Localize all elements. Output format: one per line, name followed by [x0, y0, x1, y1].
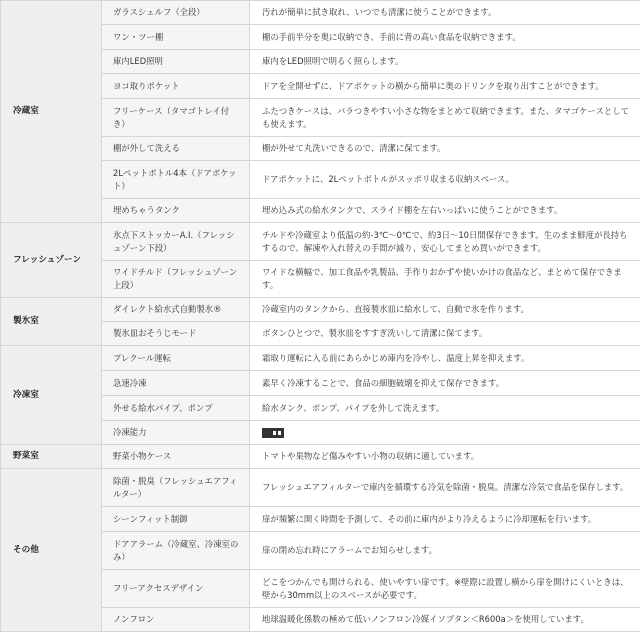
feature-name: 急速冷凍	[102, 371, 250, 396]
freezing-capacity-star-icon	[262, 428, 284, 438]
feature-name: ヨコ取りポケット	[102, 74, 250, 99]
feature-description: フレッシュエアフィルターで庫内を循環する冷気を除菌・脱臭。清潔な冷気で食品を保存します。	[250, 469, 640, 507]
table-row	[1, 346, 640, 371]
category-label: 製氷室	[1, 298, 102, 346]
table-row	[1, 298, 640, 322]
feature-name: フリーアクセスデザイン	[102, 570, 250, 608]
feature-description: 埋め込み式の給水タンクで、スライド棚を左右いっぱいに使うことができます。	[250, 199, 640, 223]
feature-name: プレクール運転	[102, 346, 250, 371]
feature-description: 霜取り運転に入る前にあらかじめ庫内を冷やし、温度上昇を抑えます。	[250, 346, 640, 371]
feature-description: ボタンひとつで、製氷皿をすすぎ洗いして清潔に保てます。	[250, 322, 640, 346]
table-row	[1, 1, 640, 25]
feature-description: 棚の手前半分を奥に収納でき、手前に背の高い食品を収納できます。	[250, 25, 640, 50]
feature-description: ドアポケットに、2Lペットボトルがスッポリ収まる収納スペース。	[250, 161, 640, 199]
table-row	[1, 445, 640, 469]
feature-name: ドアアラーム（冷蔵室、冷凍室のみ）	[102, 532, 250, 570]
feature-name-link[interactable]: 氷点下ストッカーA.I.（フレッシュゾーン下段）	[102, 223, 250, 261]
feature-name-link[interactable]: 冷凍能力	[102, 421, 250, 445]
feature-name: 埋めちゃうタンク	[102, 199, 250, 223]
feature-name: 棚が外して洗える	[102, 137, 250, 161]
feature-description: 棚が外せて丸洗いできるので、清潔に保てます。	[250, 137, 640, 161]
feature-description: 地球温暖化係数の極めて低いノンフロン冷媒イソブタン＜R600a＞を使用しています。	[250, 608, 640, 632]
feature-description: ふたつきケースは、バラつきやすい小さな物をまとめて収納できます。また、タマゴケースとしても使えます。	[250, 99, 640, 137]
feature-description: 庫内をLED照明で明るく照らします。	[250, 50, 640, 74]
category-label: 冷蔵室	[1, 1, 102, 223]
feature-description	[250, 421, 640, 445]
feature-name: ダイレクト給水式自動製氷®	[102, 298, 250, 322]
feature-name: フリーケース（タマゴトレイ付き）	[102, 99, 250, 137]
feature-name: 製氷皿おそうじモード	[102, 322, 250, 346]
feature-description: 汚れが簡単に拭き取れ、いつでも清潔に使うことができます。	[250, 1, 640, 25]
feature-description: チルドや冷蔵室より低温の約-3℃～0℃で、約3日～10日間保存できます。生のまま鮮度が長持ちするので、解凍や入れ替えの手間が減り、安心してまとめ買いができます。	[250, 223, 640, 261]
feature-name: ガラスシェルフ（全段）	[102, 1, 250, 25]
table-row	[1, 223, 640, 261]
category-label: 冷凍室	[1, 346, 102, 445]
feature-description: どこをつかんでも開けられる、使いやすい扉です。※壁際に設置し横から扉を開けにくいときは、壁から30mm以上のスペースが必要です。	[250, 570, 640, 608]
category-label: フレッシュゾーン	[1, 223, 102, 298]
feature-description: ドアを全開せずに、ドアポケットの横から簡単に奥のドリンクを取り出すことができます。	[250, 74, 640, 99]
feature-name: 除菌・脱臭（フレッシュエアフィルター）	[102, 469, 250, 507]
feature-description: 給水タンク、ポンプ、パイプを外して洗えます。	[250, 396, 640, 421]
feature-name: 2Lペットボトル4本（ドアポケット）	[102, 161, 250, 199]
feature-name: ノンフロン	[102, 608, 250, 632]
feature-description: 扉が頻繁に開く時間を予測して、その前に庫内がより冷えるように冷却運転を行います。	[250, 507, 640, 532]
feature-name: シーンフィット制御	[102, 507, 250, 532]
table-row	[1, 469, 640, 507]
feature-name: ワイドチルド（フレッシュゾーン上段）	[102, 261, 250, 298]
feature-name: 野菜小物ケース	[102, 445, 250, 469]
feature-name: ワン・ツー棚	[102, 25, 250, 50]
feature-name: 外せる給水パイプ、ポンプ	[102, 396, 250, 421]
feature-description: 冷蔵室内のタンクから、直接製氷皿に給水して、自動で氷を作ります。	[250, 298, 640, 322]
feature-description: 扉の閉め忘れ時にアラームでお知らせします。	[250, 532, 640, 570]
feature-name: 庫内LED照明	[102, 50, 250, 74]
category-label: その他	[1, 469, 102, 632]
category-label: 野菜室	[1, 445, 102, 469]
feature-description: ワイドな横幅で、加工食品や乳製品、手作りおかずや使いかけの食品など、まとめて保存できます。	[250, 261, 640, 298]
feature-description: 素早く冷凍することで、食品の細胞破壊を抑えて保存できます。	[250, 371, 640, 396]
feature-description: トマトや果物など傷みやすい小物の収納に適しています。	[250, 445, 640, 469]
